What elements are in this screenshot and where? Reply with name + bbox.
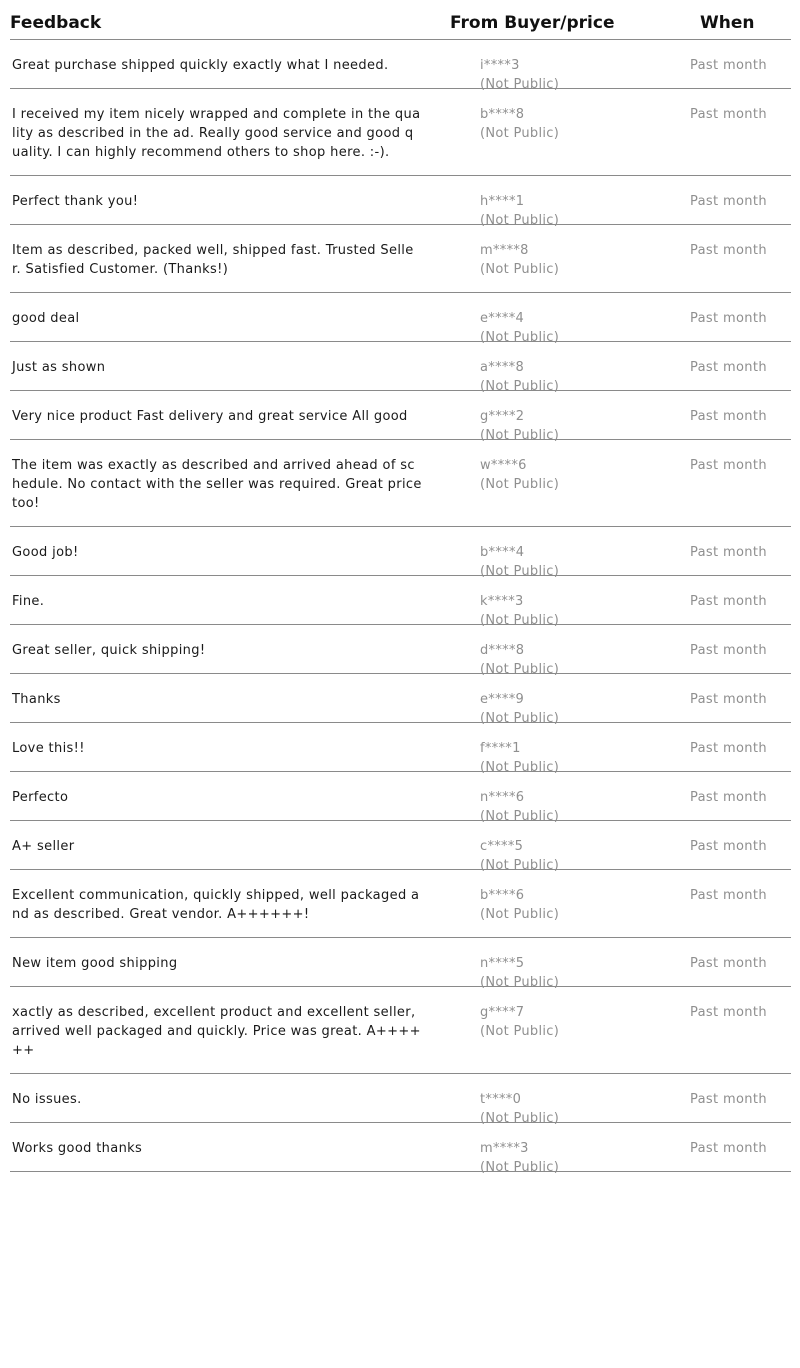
- buyer-id: m****8: [480, 243, 529, 258]
- buyer-visibility: (Not Public): [480, 379, 560, 394]
- buyer-visibility: (Not Public): [480, 428, 560, 443]
- buyer-visibility: (Not Public): [480, 1160, 560, 1175]
- feedback-comment: Great purchase shipped quickly exactly what I needed.: [12, 58, 389, 73]
- table-row: [10, 293, 791, 345]
- feedback-comment: New item good shipping: [12, 956, 178, 971]
- buyer-id: b****8: [480, 107, 525, 122]
- table-row: [10, 225, 791, 293]
- feedback-when: Past month: [690, 243, 767, 258]
- feedback-when: Past month: [690, 956, 767, 971]
- table-row: [10, 674, 791, 726]
- feedback-when: Past month: [690, 58, 767, 73]
- buyer-id: w****6: [480, 458, 527, 473]
- table-row: [10, 772, 791, 824]
- feedback-comment: A+ seller: [12, 839, 75, 854]
- feedback-comment: Fine.: [12, 594, 45, 609]
- column-header-feedback: Feedback: [10, 13, 102, 33]
- table-row: [10, 625, 791, 677]
- column-header-when: When: [700, 13, 755, 33]
- feedback-comment: Good job!: [12, 545, 79, 560]
- table-row: [10, 576, 791, 628]
- buyer-visibility: (Not Public): [480, 126, 560, 141]
- table-row: [10, 89, 791, 176]
- feedback-when: Past month: [690, 545, 767, 560]
- buyer-visibility: (Not Public): [480, 809, 560, 824]
- buyer-visibility: (Not Public): [480, 1111, 560, 1126]
- buyer-id: a****8: [480, 360, 525, 375]
- feedback-comment: Love this!!: [12, 741, 85, 756]
- buyer-id: h****1: [480, 194, 525, 209]
- table-row: [10, 1074, 791, 1126]
- feedback-when: Past month: [690, 311, 767, 326]
- column-header-buyer-price: From Buyer/price: [450, 13, 615, 33]
- buyer-visibility: (Not Public): [480, 262, 560, 277]
- table-row: [10, 391, 791, 443]
- buyer-id: k****3: [480, 594, 524, 609]
- feedback-comment: Excellent communication, quickly shipped, well packaged and as described. Great vendor. A++++++!: [12, 888, 420, 922]
- feedback-comment: Just as shown: [12, 360, 106, 375]
- feedback-when: Past month: [690, 643, 767, 658]
- feedback-comment: No issues.: [12, 1092, 82, 1107]
- feedback-comment: Item as described, packed well, shipped fast. Trusted Seller. Satisfied Customer. (Thanks!): [12, 243, 414, 277]
- buyer-id: b****4: [480, 545, 525, 560]
- buyer-id: t****0: [480, 1092, 522, 1107]
- buyer-id: e****9: [480, 692, 525, 707]
- buyer-cell: [480, 886, 660, 924]
- buyer-visibility: (Not Public): [480, 330, 560, 345]
- table-row: [10, 938, 791, 990]
- buyer-visibility: (Not Public): [480, 77, 560, 92]
- table-row: [10, 40, 791, 92]
- feedback-comment: I received my item nicely wrapped and complete in the quality as described in the ad. Really good service and good quality. I can highly recommend others to shop here. :-).: [12, 107, 421, 160]
- table-row: [10, 342, 791, 394]
- feedback-comment: Works good thanks: [12, 1141, 143, 1156]
- feedback-when: Past month: [690, 409, 767, 424]
- buyer-id: n****6: [480, 790, 525, 805]
- buyer-id: n****5: [480, 956, 525, 971]
- table-header: [10, 0, 791, 40]
- feedback-when: Past month: [690, 360, 767, 375]
- buyer-id: i****3: [480, 58, 520, 73]
- table-row: [10, 527, 791, 579]
- buyer-id: c****5: [480, 839, 524, 854]
- feedback-when: Past month: [690, 194, 767, 209]
- feedback-when: Past month: [690, 839, 767, 854]
- buyer-id: g****7: [480, 1005, 525, 1020]
- feedback-when: Past month: [690, 741, 767, 756]
- table-row: [10, 723, 791, 775]
- feedback-comment: Great seller, quick shipping!: [12, 643, 206, 658]
- feedback-when: Past month: [690, 790, 767, 805]
- buyer-visibility: (Not Public): [480, 858, 560, 873]
- buyer-cell: [480, 1003, 660, 1041]
- buyer-cell: [480, 1139, 660, 1177]
- table-row: [10, 176, 791, 228]
- feedback-when: Past month: [690, 1005, 767, 1020]
- buyer-visibility: (Not Public): [480, 564, 560, 579]
- feedback-comment: xactly as described, excellent product and excellent seller, arrived well packaged and quickly. Price was great. A++++ ++: [12, 1005, 426, 1058]
- buyer-visibility: (Not Public): [480, 760, 560, 775]
- buyer-cell: [480, 241, 660, 279]
- buyer-cell: [480, 105, 660, 143]
- buyer-visibility: (Not Public): [480, 711, 560, 726]
- feedback-when: Past month: [690, 1141, 767, 1156]
- feedback-comment: The item was exactly as described and arrived ahead of schedule. No contact with the seller was required. Great price too!: [12, 458, 427, 511]
- table-row: [10, 1123, 791, 1175]
- feedback-when: Past month: [690, 1092, 767, 1107]
- feedback-when: Past month: [690, 594, 767, 609]
- feedback-comment: Thanks: [12, 692, 61, 707]
- buyer-id: e****4: [480, 311, 525, 326]
- buyer-visibility: (Not Public): [480, 613, 560, 628]
- buyer-visibility: (Not Public): [480, 907, 560, 922]
- buyer-id: d****8: [480, 643, 525, 658]
- feedback-comment: good deal: [12, 311, 80, 326]
- feedback-table: [10, 0, 791, 1175]
- buyer-visibility: (Not Public): [480, 975, 560, 990]
- table-row: [10, 870, 791, 938]
- buyer-visibility: (Not Public): [480, 1024, 560, 1039]
- buyer-visibility: (Not Public): [480, 662, 560, 677]
- table-row: [10, 821, 791, 873]
- feedback-comment: Perfecto: [12, 790, 69, 805]
- feedback-when: Past month: [690, 458, 767, 473]
- buyer-visibility: (Not Public): [480, 477, 560, 492]
- feedback-comment: Very nice product Fast delivery and great service All good: [12, 409, 408, 424]
- feedback-comment: Perfect thank you!: [12, 194, 139, 209]
- feedback-when: Past month: [690, 107, 767, 122]
- buyer-id: m****3: [480, 1141, 529, 1156]
- buyer-id: g****2: [480, 409, 525, 424]
- feedback-when: Past month: [690, 692, 767, 707]
- feedback-when: Past month: [690, 888, 767, 903]
- table-row: [10, 987, 791, 1074]
- buyer-cell: [480, 456, 660, 494]
- buyer-id: b****6: [480, 888, 525, 903]
- buyer-visibility: (Not Public): [480, 213, 560, 228]
- table-row: [10, 440, 791, 527]
- buyer-id: f****1: [480, 741, 521, 756]
